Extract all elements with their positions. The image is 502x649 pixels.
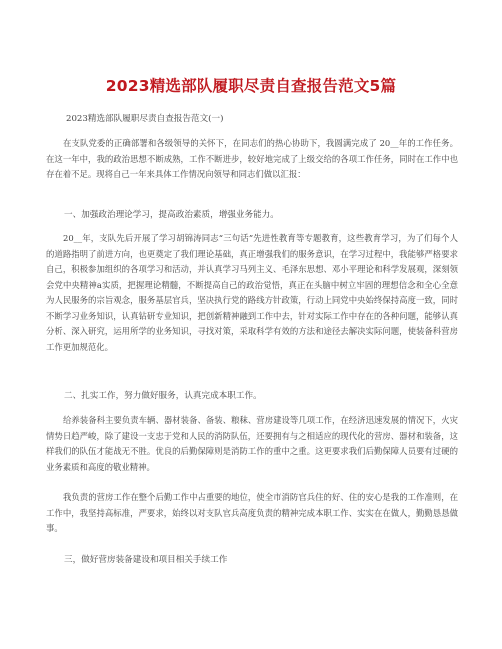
section-heading-2: 二、扎实工作，努力做好服务，认真完成本职工作。 bbox=[64, 391, 262, 401]
paragraph-barracks: 我负责的营房工作在整个后勤工作中占重要的地位，使全市消防官兵住的好、住的安心是我的工作准则，在工作中，我坚持高标准，严要求，始终以对支队官兵高度负责的精神完成本职工作、实实在在做人，勤勤恳恳做事。 bbox=[46, 492, 458, 533]
paragraph-supply: 给养装备科主要负责车辆、器材装备、备装、粮秣、营房建设等几项工作，在经济迅速发展的情况下，火灾情势日趋严峻，除了建设一支忠于党和人民的消防队伍，还要拥有与之相适应的现代化的营房、器材和装备，这样我们的队伍才能战无不胜。优良的后勤保障则是消防工作的重中之重。这更要求我们后勤保障人员要有过硬的业务素质和高度的敬业精神。 bbox=[46, 415, 458, 472]
section-heading-1: 一、加强政治理论学习，提高政治素质，增强业务能力。 bbox=[64, 210, 279, 220]
paragraph-intro: 在支队党委的正确部署和各级领导的关怀下，在同志们的热心协助下，我圆满完成了 20__年的工作任务。在这一年中，我的政治思想不断成熟，工作不断进步，较好地完成了上级交给的各项工作任务，同时在工作中也存在着不足。现将自己一年来具体工作情况向领导和同志们做以汇报： bbox=[46, 138, 458, 179]
paragraph-study: 20__年，支队先后开展了学习胡锦涛同志“三句话”先进性教育等专题教育，这些教育学习，为了们每个人的道路指明了前进方向，也更奠定了我们理论基础，真正增强我们的服务意识，在学习过程中，我能够严格要求自己，积极参加组织的各项学习和活动，并认真学习马列主义、毛泽东思想、邓小平理论和科学发展观，深刻领会党中央精神a实质，把握理论精髓，不断提高自己的政治觉悟，真正在头脑中树立牢固的理想信念和全心全意为人民服务的宗旨观念，服务基层官兵，坚决执行党的路线方针政策，行动上同党中央始终保持高度一致，同时不断学习业务知识，认真钻研专业知识，把创新精神融到工作中去，针对实际工作中存在的各种问题，能够认真分析、深入研究，运用所学的业务知识，寻找对策，采取科学有效的方法和途径去解决实际问题，使装备科营房工作更加规范化。 bbox=[46, 233, 458, 352]
section-subtitle: 2023精选部队履职尽责自查报告范文(一) bbox=[66, 114, 224, 124]
document-title: 2023精选部队履职尽责自查报告范文5篇 bbox=[105, 77, 397, 95]
section-heading-3: 三，做好营房装备建设和项目相关手续工作 bbox=[64, 555, 228, 565]
